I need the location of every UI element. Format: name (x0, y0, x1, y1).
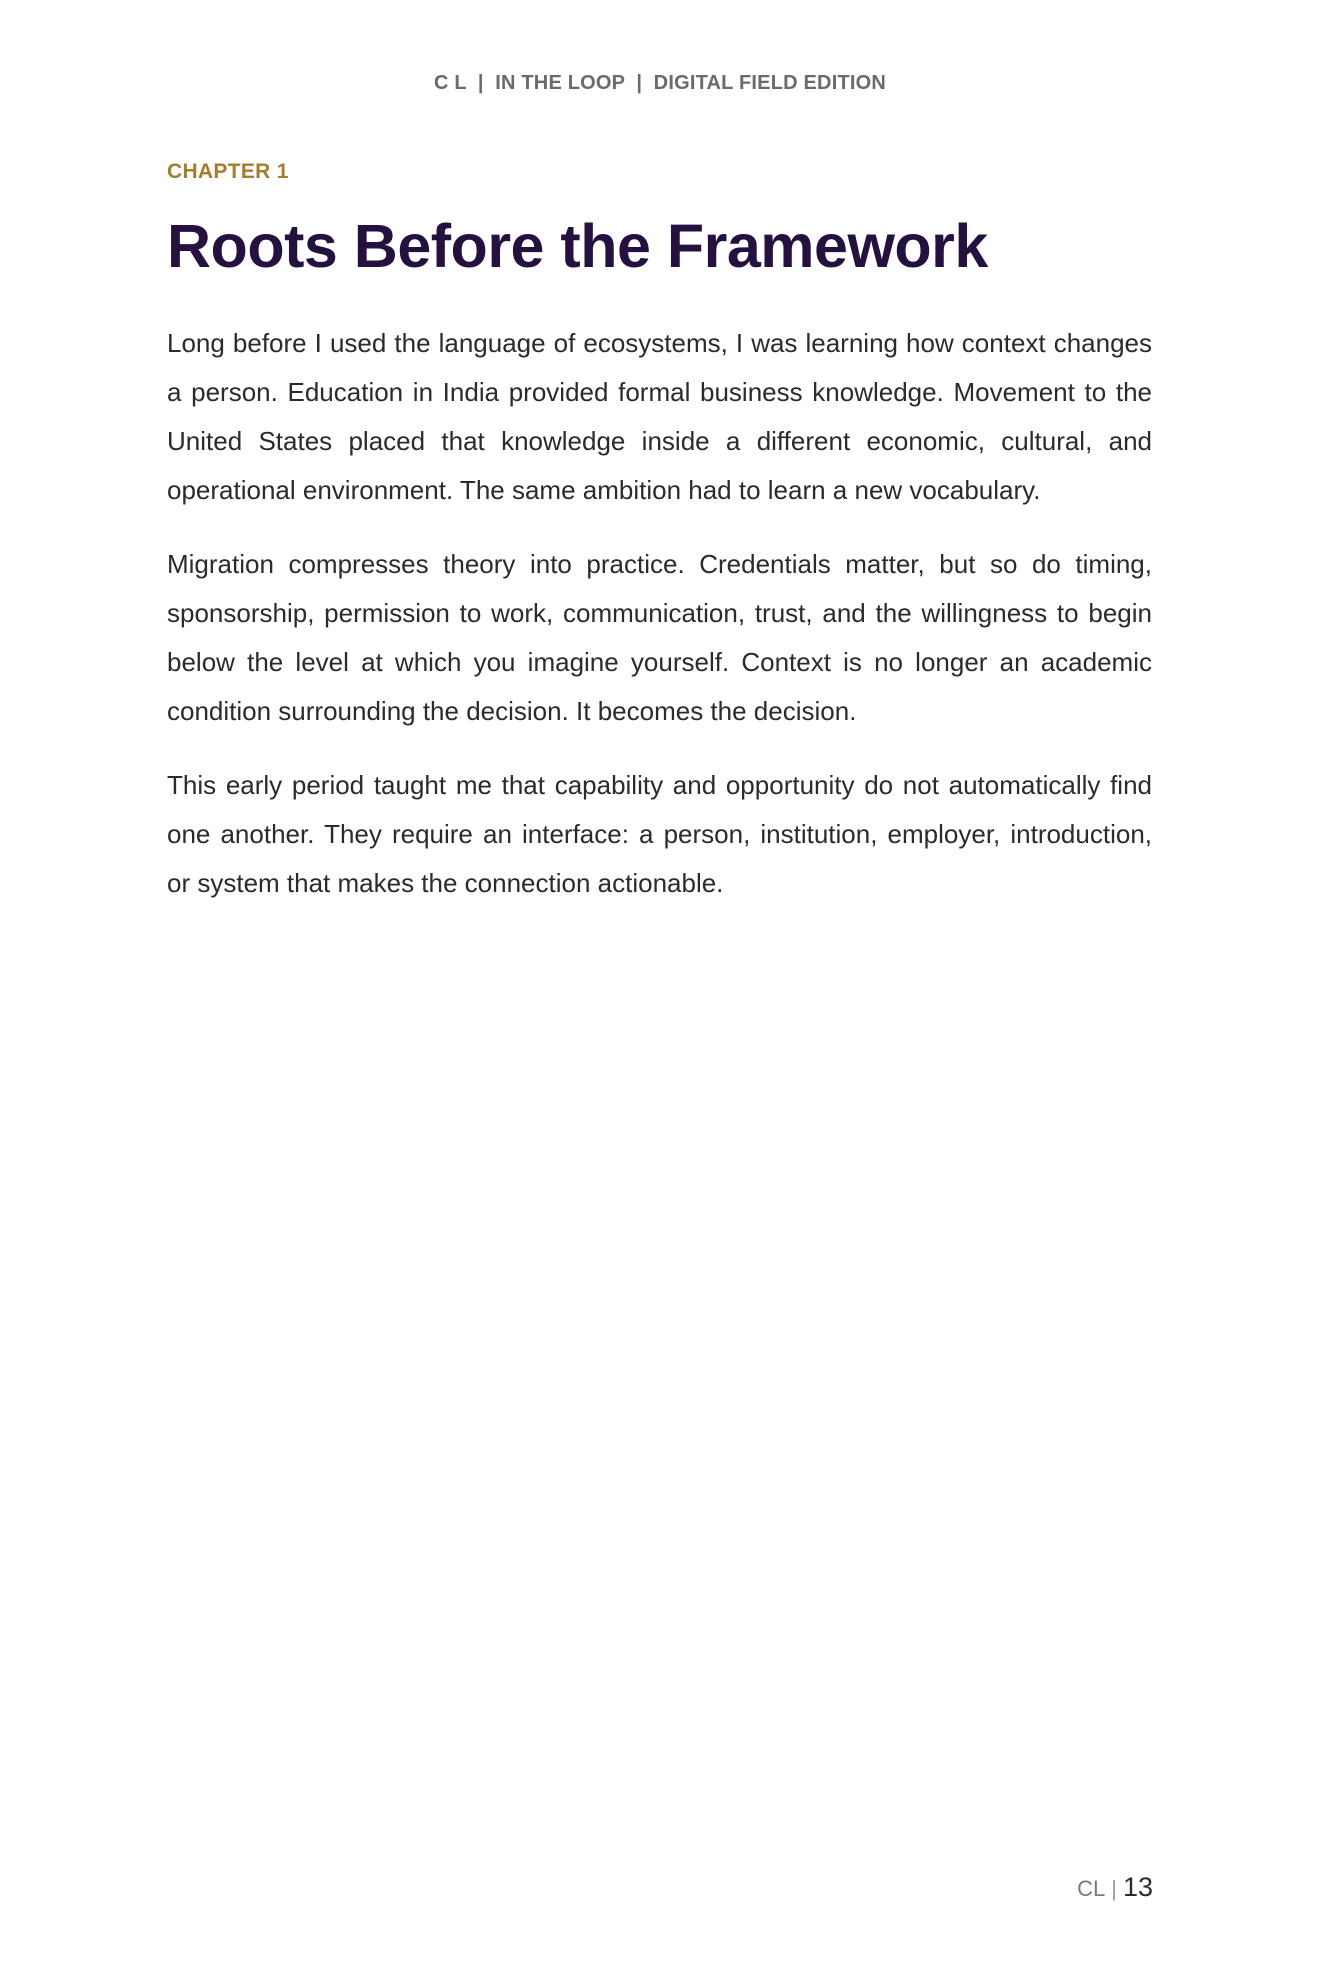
page-footer (1077, 1872, 1153, 1903)
running-header: C L | IN THE LOOP | DIGITAL FIELD EDITION (433, 72, 887, 94)
chapter-content (167, 160, 1152, 933)
body-paragraph: This early period taught me that capability and opportunity do not automatically find one another. They require an interface: a person, institution, employer, introduction, or system that makes the connection actionable. (167, 770, 1152, 899)
body-paragraph: Long before I used the language of ecosystems, I was learning how context changes a person. Education in India provided formal business knowledge. Movement to the United States placed that knowledge inside a different economic, cultural, and operational environment. The same ambition had to learn a new vocabulary. (167, 328, 1152, 506)
chapter-title: Roots Before the Framework (167, 212, 988, 280)
chapter-label: CHAPTER 1 (167, 160, 289, 183)
chapter-body (167, 319, 1152, 908)
page-number: 13 (1122, 1872, 1153, 1902)
footer-initials: CL (1077, 1876, 1106, 1901)
footer-separator: | (1111, 1876, 1117, 1901)
body-paragraph: Migration compresses theory into practice. Credentials matter, but so do timing, sponsorship, permission to work, communication, trust, and the willingness to begin below the level at which you imagine yourself. Context is no longer an academic condition surrounding the decision. It becomes the decision. (167, 549, 1152, 727)
